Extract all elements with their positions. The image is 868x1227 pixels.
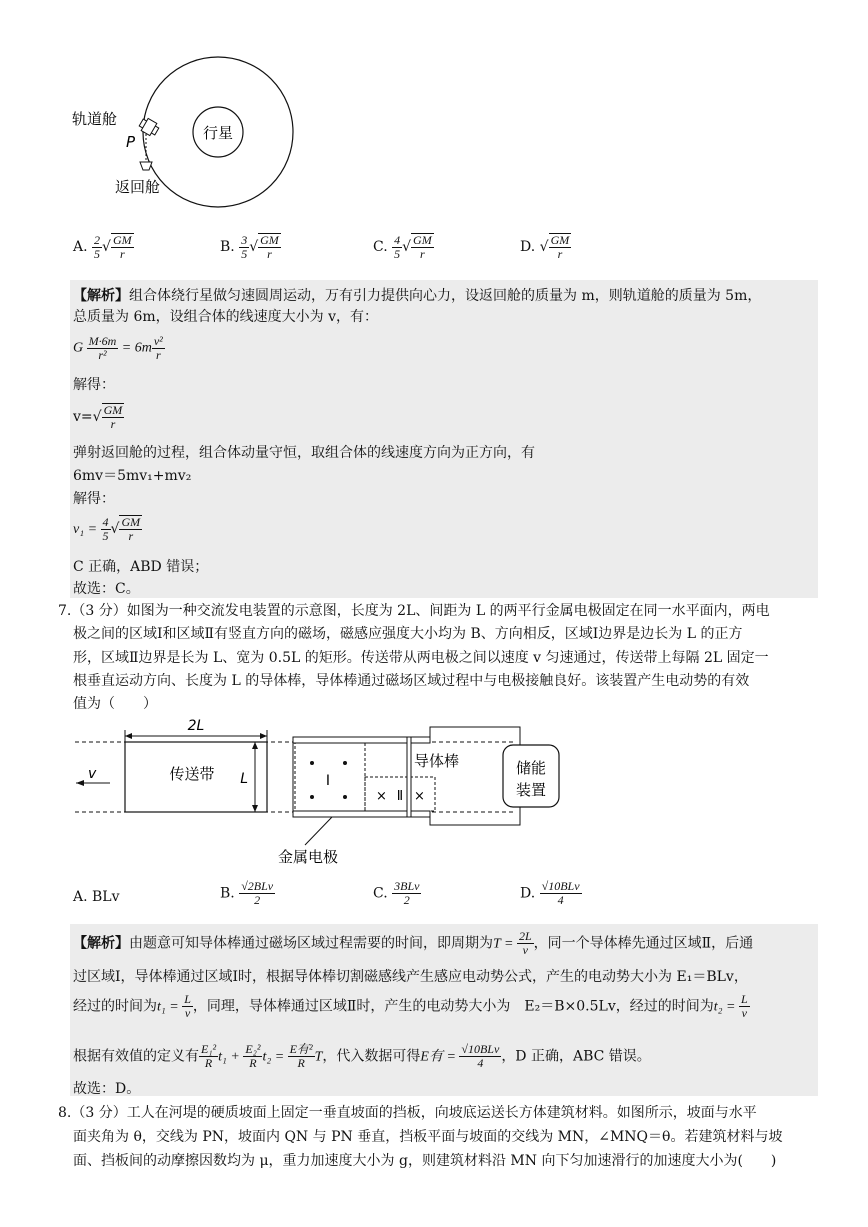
q6-answer: 故选：C。 [73,581,140,597]
bottom-wire [430,807,520,825]
region-2-label: Ⅱ [396,789,404,804]
field-in-cross: × [376,789,387,804]
q7-analysis-line1: 【解析】由题意可知导体棒通过磁场区域过程需要的时间，即周期为T = $\frac{2L}{v}$ ，同一个导体棒先通过区域Ⅱ，后通 [73,929,754,957]
q7-option-c: C. $\frac{\text{3BLv}}{2}$ [373,879,420,907]
q6-option-b: B. $\frac{3}{5}$ √ $\frac{GM}{r}$ [220,232,279,261]
field-out-dot [310,761,314,765]
orbiter-label: 轨道舱 [72,110,118,128]
q6-analysis-line1: 【解析】组合体绕行星做匀速圆周运动，万有引力提供向心力，设返回舱的质量为 m，则轨道舱的质量为 5m， [73,288,762,304]
orbit-figure [70,10,310,210]
q6-momentum-text: 弹射返回舱的过程，组合体动量守恒，取组合体的线速度方向为正方向，有 [73,445,535,461]
q7-line1: 7.（3 分）如图为一种交流发电装置的示意图，长度为 2L、间距为 L 的两平行金属电极固定在同一水平面内，两电 [58,603,770,619]
q6-analysis-line2: 总质量为 6m，设组合体的线速度大小为 v，有： [73,309,378,325]
q7-line3: 形，区域Ⅱ边界是长为 L、宽为 0.5L 的矩形。传送带从两电极之间以速度 v 匀速通过，传送带上每隔 2L 固定一 [73,650,769,666]
region-1-label: Ⅰ [325,773,331,789]
q7-option-a: A. BLv [73,889,120,905]
storage-label-2: 装置 [515,781,547,799]
point-p-label: P [126,133,136,151]
rod-label: 导体棒 [414,752,460,770]
generator-figure [70,715,570,870]
returner-label: 返回舱 [115,178,161,196]
field-in-cross: × [414,789,425,804]
q6-solve1: 解得： [73,377,115,393]
q7-line5: 值为（ ） [73,696,157,712]
q8-line2: 面夹角为 θ，交线为 PN，坡面内 QN 与 PN 垂直，挡板平面与坡面的交线为 MN，∠MNQ＝θ。若建筑材料与坡 [73,1129,783,1145]
planet-label: 行星 [202,124,234,142]
q8-line3: 面、挡板间的动摩擦因数均为 μ，重力加速度大小为 g，则建筑材料沿 MN 向下匀加速滑行的加速度大小为( ) [73,1153,777,1169]
q7-line2: 极之间的区域Ⅰ和区域Ⅱ有竖直方向的磁场，磁感应强度大小均为 B、方向相反，区域Ⅰ边界是边长为 L 的正方 [73,626,743,642]
q7-line4: 根垂直运动方向、长度为 L 的导体棒，导体棒通过磁场区域过程中与电极接触良好。该装置产生电动势的有效 [73,673,750,689]
q6-momentum-eq: 6mv＝5mv₁+mv₂ [73,468,192,484]
q6-v-eq: v=√ $\frac{GM}{r}$ [73,403,123,431]
q6-v1-eq: v₁ = $\frac{4}{5}$ √ $\frac{GM}{r}$ [73,514,141,543]
storage-label-1: 储能 [515,759,547,777]
field-out-dot [310,795,314,799]
electrode-leader [305,817,332,845]
label-v: v [88,766,97,782]
field-out-dot [343,761,347,765]
orbiter-icon [138,116,161,137]
q6-conclusion: C 正确，ABD 错误； [73,559,209,575]
q8-line1: 8.（3 分）工人在河堤的硬质坡面上固定一垂直坡面的挡板，向坡底运送长方体建筑材料。如图所示，坡面与水平 [58,1105,757,1121]
q6-option-c: C. $\frac{4}{5}$ √ $\frac{GM}{r}$ [373,232,432,261]
field-out-dot [343,795,347,799]
q6-solve2: 解得： [73,491,115,507]
q7-analysis-line4: 根据有效值的定义有 $\frac{\text{E₁²}}{R}$ t₁ + $\frac{\text{E₂²}}{R}$ t₂ = $\frac{\text{E有²}}{R}$ T，代入数据可得E有 = $\frac{\text{√10BLv}}{4}$ ，D 正确，ABC 错误。 [73,1042,651,1070]
return-capsule-icon [140,162,152,170]
label-L: L [240,771,248,787]
belt-label: 传送带 [169,765,215,783]
q6-analysis-block [70,280,818,598]
label-2L: 2L [187,718,205,734]
q6-eq1: G $\frac{M\cdot 6m}{\text{r²}}$ = 6m $\frac{\text{v²}}{r}$ [73,334,163,362]
q7-option-b: B. $\frac{\text{√2BLv}}{2}$ [220,879,274,907]
conductor-rod [407,737,411,817]
electrode-label: 金属电极 [277,848,339,866]
q7-analysis-line3: 经过的时间为t₁ = $\frac{L}{v}$ ，同理，导体棒通过区域Ⅱ时，产生的电动势大小为 E₂＝B×0.5Lv，经过的时间为t₂ = $\frac{L}{v}$ [73,992,748,1020]
q6-option-d: D. √ $\frac{GM}{r}$ [520,233,570,261]
q6-option-a: A. $\frac{2}{5}$ √ $\frac{GM}{r}$ [73,232,132,261]
arrow-head [76,780,84,786]
q7-analysis-line2: 过区域Ⅰ，导体棒通过区域Ⅰ时，根据导体棒切割磁感线产生感应电动势公式，产生的电动势大小为 E₁＝BLv， [73,969,748,985]
q7-answer: 故选：D。 [73,1081,141,1097]
q7-option-d: D. $\frac{\text{√10BLv}}{4}$ [520,879,580,907]
